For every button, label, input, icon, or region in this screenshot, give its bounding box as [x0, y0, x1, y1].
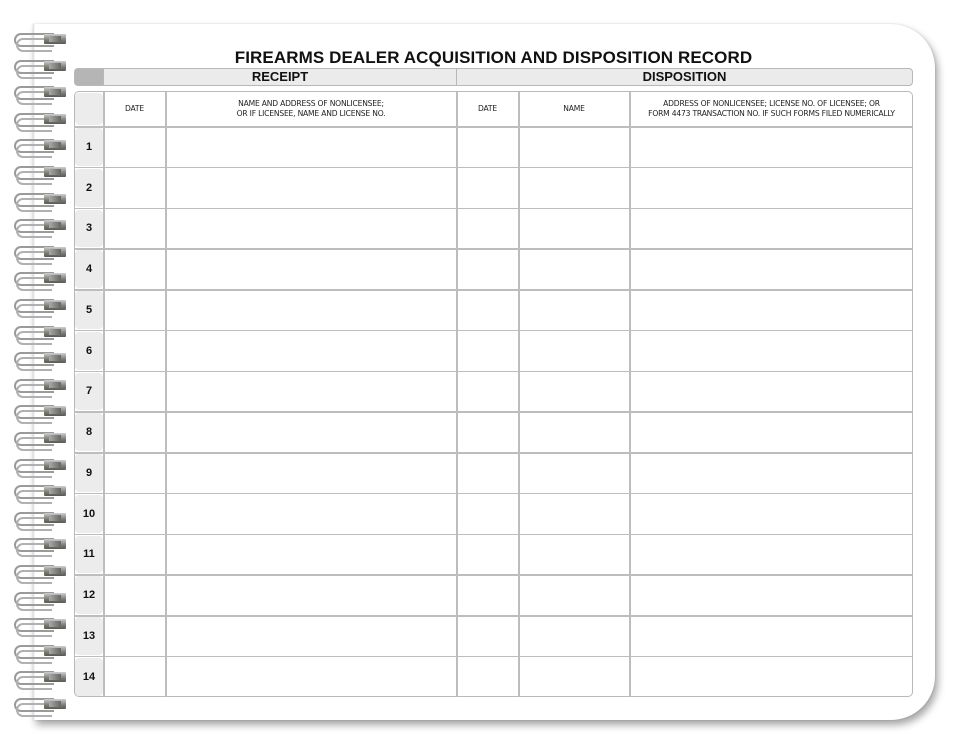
spiral-coil-icon [14, 326, 68, 342]
entry-cell-receipt-date[interactable] [104, 536, 165, 574]
entry-cell-disposition-name[interactable] [519, 291, 629, 329]
entry-cell-disposition-address[interactable] [630, 576, 912, 614]
entry-cell-receipt-name-address[interactable] [166, 413, 456, 451]
entry-cell-disposition-name[interactable] [519, 495, 629, 533]
column-header-disposition-address [630, 92, 913, 126]
entry-cell-disposition-address[interactable] [630, 495, 912, 533]
entry-cell-disposition-date[interactable] [457, 169, 518, 207]
entry-cell-disposition-address[interactable] [630, 332, 912, 370]
row-number: 11 [75, 536, 103, 574]
spiral-coil-icon [14, 565, 68, 581]
spiral-coil-icon [14, 512, 68, 528]
entry-cell-disposition-address[interactable] [630, 250, 912, 288]
entry-cell-disposition-date[interactable] [457, 210, 518, 248]
entry-cell-disposition-date[interactable] [457, 413, 518, 451]
entry-cell-disposition-name[interactable] [519, 536, 629, 574]
spiral-coil-icon [14, 113, 68, 129]
header-corner-block [74, 68, 104, 86]
entry-cell-receipt-name-address[interactable] [166, 576, 456, 614]
coil-clip [44, 34, 66, 44]
coil-clip [44, 433, 66, 443]
coil-clip [44, 327, 66, 337]
entry-cell-disposition-date[interactable] [457, 495, 518, 533]
section-header-receipt: RECEIPT [103, 68, 457, 86]
entry-cell-disposition-date[interactable] [457, 291, 518, 329]
entry-cell-receipt-date[interactable] [104, 413, 165, 451]
spiral-coil-icon [14, 352, 68, 368]
spiral-coil-icon [14, 538, 68, 554]
spiral-coil-icon [14, 166, 68, 182]
coil-clip [44, 114, 66, 124]
entry-cell-receipt-date[interactable] [104, 373, 165, 411]
coil-clip [44, 380, 66, 390]
coil-clip [44, 167, 66, 177]
entry-cell-receipt-date[interactable] [104, 169, 165, 207]
entry-cell-disposition-date[interactable] [457, 576, 518, 614]
spiral-coil-icon [14, 645, 68, 661]
entry-cell-receipt-name-address[interactable] [166, 536, 456, 574]
entry-cell-disposition-name[interactable] [519, 169, 629, 207]
entry-cell-receipt-date[interactable] [104, 495, 165, 533]
entry-cell-disposition-address[interactable] [630, 373, 912, 411]
coil-clip [44, 486, 66, 496]
entry-cell-disposition-name[interactable] [519, 658, 629, 696]
entry-cell-receipt-name-address[interactable] [166, 454, 456, 492]
column-header-receipt-date [104, 92, 165, 126]
spiral-coil-icon [14, 139, 68, 155]
row-number: 2 [75, 169, 103, 207]
coil-clip [44, 593, 66, 603]
entry-cell-receipt-date[interactable] [104, 250, 165, 288]
coil-clip [44, 194, 66, 204]
entry-cell-receipt-name-address[interactable] [166, 617, 456, 655]
column-header-disposition-name [519, 92, 629, 126]
entry-cell-receipt-date[interactable] [104, 210, 165, 248]
coil-clip [44, 566, 66, 576]
entry-cell-receipt-name-address[interactable] [166, 658, 456, 696]
column-header-disposition-date [457, 92, 518, 126]
spiral-coil-icon [14, 219, 68, 235]
entry-cell-receipt-name-address[interactable] [166, 250, 456, 288]
coil-clip [44, 87, 66, 97]
row-number: 6 [75, 332, 103, 370]
coil-clip [44, 460, 66, 470]
entry-cell-disposition-date[interactable] [457, 617, 518, 655]
spiral-coil-icon [14, 86, 68, 102]
coil-clip [44, 300, 66, 310]
entry-cell-receipt-name-address[interactable] [166, 128, 456, 166]
spiral-coil-icon [14, 459, 68, 475]
coil-clip [44, 273, 66, 283]
section-header-disposition: DISPOSITION [456, 68, 913, 86]
row-number: 7 [75, 373, 103, 411]
row-number: 14 [75, 658, 103, 696]
entry-cell-disposition-name[interactable] [519, 454, 629, 492]
entry-cell-disposition-name[interactable] [519, 332, 629, 370]
entry-cell-disposition-address[interactable] [630, 413, 912, 451]
entry-cell-receipt-date[interactable] [104, 128, 165, 166]
column-header-receipt-name-address [166, 92, 456, 126]
row-number: 3 [75, 210, 103, 248]
coil-clip [44, 406, 66, 416]
entry-cell-disposition-name[interactable] [519, 617, 629, 655]
entry-cell-receipt-date[interactable] [104, 454, 165, 492]
column-label: DATE [125, 104, 144, 113]
entry-cell-disposition-name[interactable] [519, 576, 629, 614]
spiral-coil-icon [14, 618, 68, 634]
row-number: 5 [75, 291, 103, 329]
coil-clip [44, 699, 66, 709]
column-label-line2: FORM 4473 TRANSACTION NO. IF SUCH FORMS FILED NUMERICALLY [648, 109, 895, 118]
row-number: 10 [75, 495, 103, 533]
spiral-coil-icon [14, 698, 68, 714]
spiral-coil-icon [14, 671, 68, 687]
spiral-coil-icon [14, 272, 68, 288]
coil-clip [44, 513, 66, 523]
entry-cell-receipt-name-address[interactable] [166, 373, 456, 411]
entry-cell-disposition-date[interactable] [457, 658, 518, 696]
spiral-coil-icon [14, 246, 68, 262]
entry-cell-disposition-name[interactable] [519, 373, 629, 411]
entry-cell-receipt-name-address[interactable] [166, 495, 456, 533]
coil-clip [44, 247, 66, 257]
entry-cell-disposition-address[interactable] [630, 536, 912, 574]
row-number: 12 [75, 576, 103, 614]
coil-clip [44, 539, 66, 549]
column-label-line1: NAME AND ADDRESS OF NONLICENSEE; [238, 99, 384, 108]
entry-cell-disposition-date[interactable] [457, 332, 518, 370]
entry-cell-disposition-date[interactable] [457, 373, 518, 411]
entry-cell-receipt-date[interactable] [104, 291, 165, 329]
column-label-line2: OR IF LICENSEE, NAME AND LICENSE NO. [236, 109, 386, 118]
column-label: DATE [478, 104, 497, 113]
spiral-coil-icon [14, 60, 68, 76]
column-label: NAME [563, 104, 585, 113]
entry-cell-receipt-name-address[interactable] [166, 169, 456, 207]
entry-cell-disposition-name[interactable] [519, 250, 629, 288]
entry-cell-receipt-name-address[interactable] [166, 332, 456, 370]
entry-cell-receipt-name-address[interactable] [166, 291, 456, 329]
entry-cell-disposition-name[interactable] [519, 210, 629, 248]
entry-cell-receipt-date[interactable] [104, 617, 165, 655]
entry-cell-disposition-address[interactable] [630, 169, 912, 207]
column-label-line1: ADDRESS OF NONLICENSEE; LICENSE NO. OF LICENSEE; OR [663, 99, 880, 108]
coil-clip [44, 61, 66, 71]
row-number-header-cell [75, 93, 103, 125]
spiral-coil-icon [14, 33, 68, 49]
spiral-coil-icon [14, 193, 68, 209]
page-title: FIREARMS DEALER ACQUISITION AND DISPOSITION RECORD [234, 48, 753, 67]
entry-cell-disposition-name[interactable] [519, 128, 629, 166]
row-number: 8 [75, 413, 103, 451]
entry-cell-disposition-address[interactable] [630, 210, 912, 248]
row-number: 9 [75, 454, 103, 492]
coil-clip [44, 646, 66, 656]
entry-cell-disposition-date[interactable] [457, 128, 518, 166]
entry-cell-disposition-address[interactable] [630, 658, 912, 696]
coil-clip [44, 353, 66, 363]
coil-clip [44, 140, 66, 150]
coil-clip [44, 672, 66, 682]
entry-cell-disposition-address[interactable] [630, 291, 912, 329]
entry-cell-disposition-name[interactable] [519, 413, 629, 451]
spiral-coil-icon [14, 432, 68, 448]
row-number: 13 [75, 617, 103, 655]
coil-clip [44, 619, 66, 629]
entry-cell-disposition-address[interactable] [630, 617, 912, 655]
spiral-coil-icon [14, 299, 68, 315]
entry-cell-receipt-date[interactable] [104, 576, 165, 614]
entry-cell-receipt-date[interactable] [104, 332, 165, 370]
spiral-coil-icon [14, 485, 68, 501]
entry-cell-disposition-date[interactable] [457, 454, 518, 492]
entry-cell-receipt-date[interactable] [104, 658, 165, 696]
coil-clip [44, 220, 66, 230]
entry-cell-disposition-date[interactable] [457, 536, 518, 574]
spiral-coil-icon [14, 379, 68, 395]
spiral-coil-icon [14, 405, 68, 421]
row-number: 1 [75, 128, 103, 166]
row-number: 4 [75, 250, 103, 288]
entry-cell-disposition-address[interactable] [630, 128, 912, 166]
entry-cell-receipt-name-address[interactable] [166, 210, 456, 248]
spiral-coil-icon [14, 592, 68, 608]
entry-cell-disposition-date[interactable] [457, 250, 518, 288]
entry-cell-disposition-address[interactable] [630, 454, 912, 492]
